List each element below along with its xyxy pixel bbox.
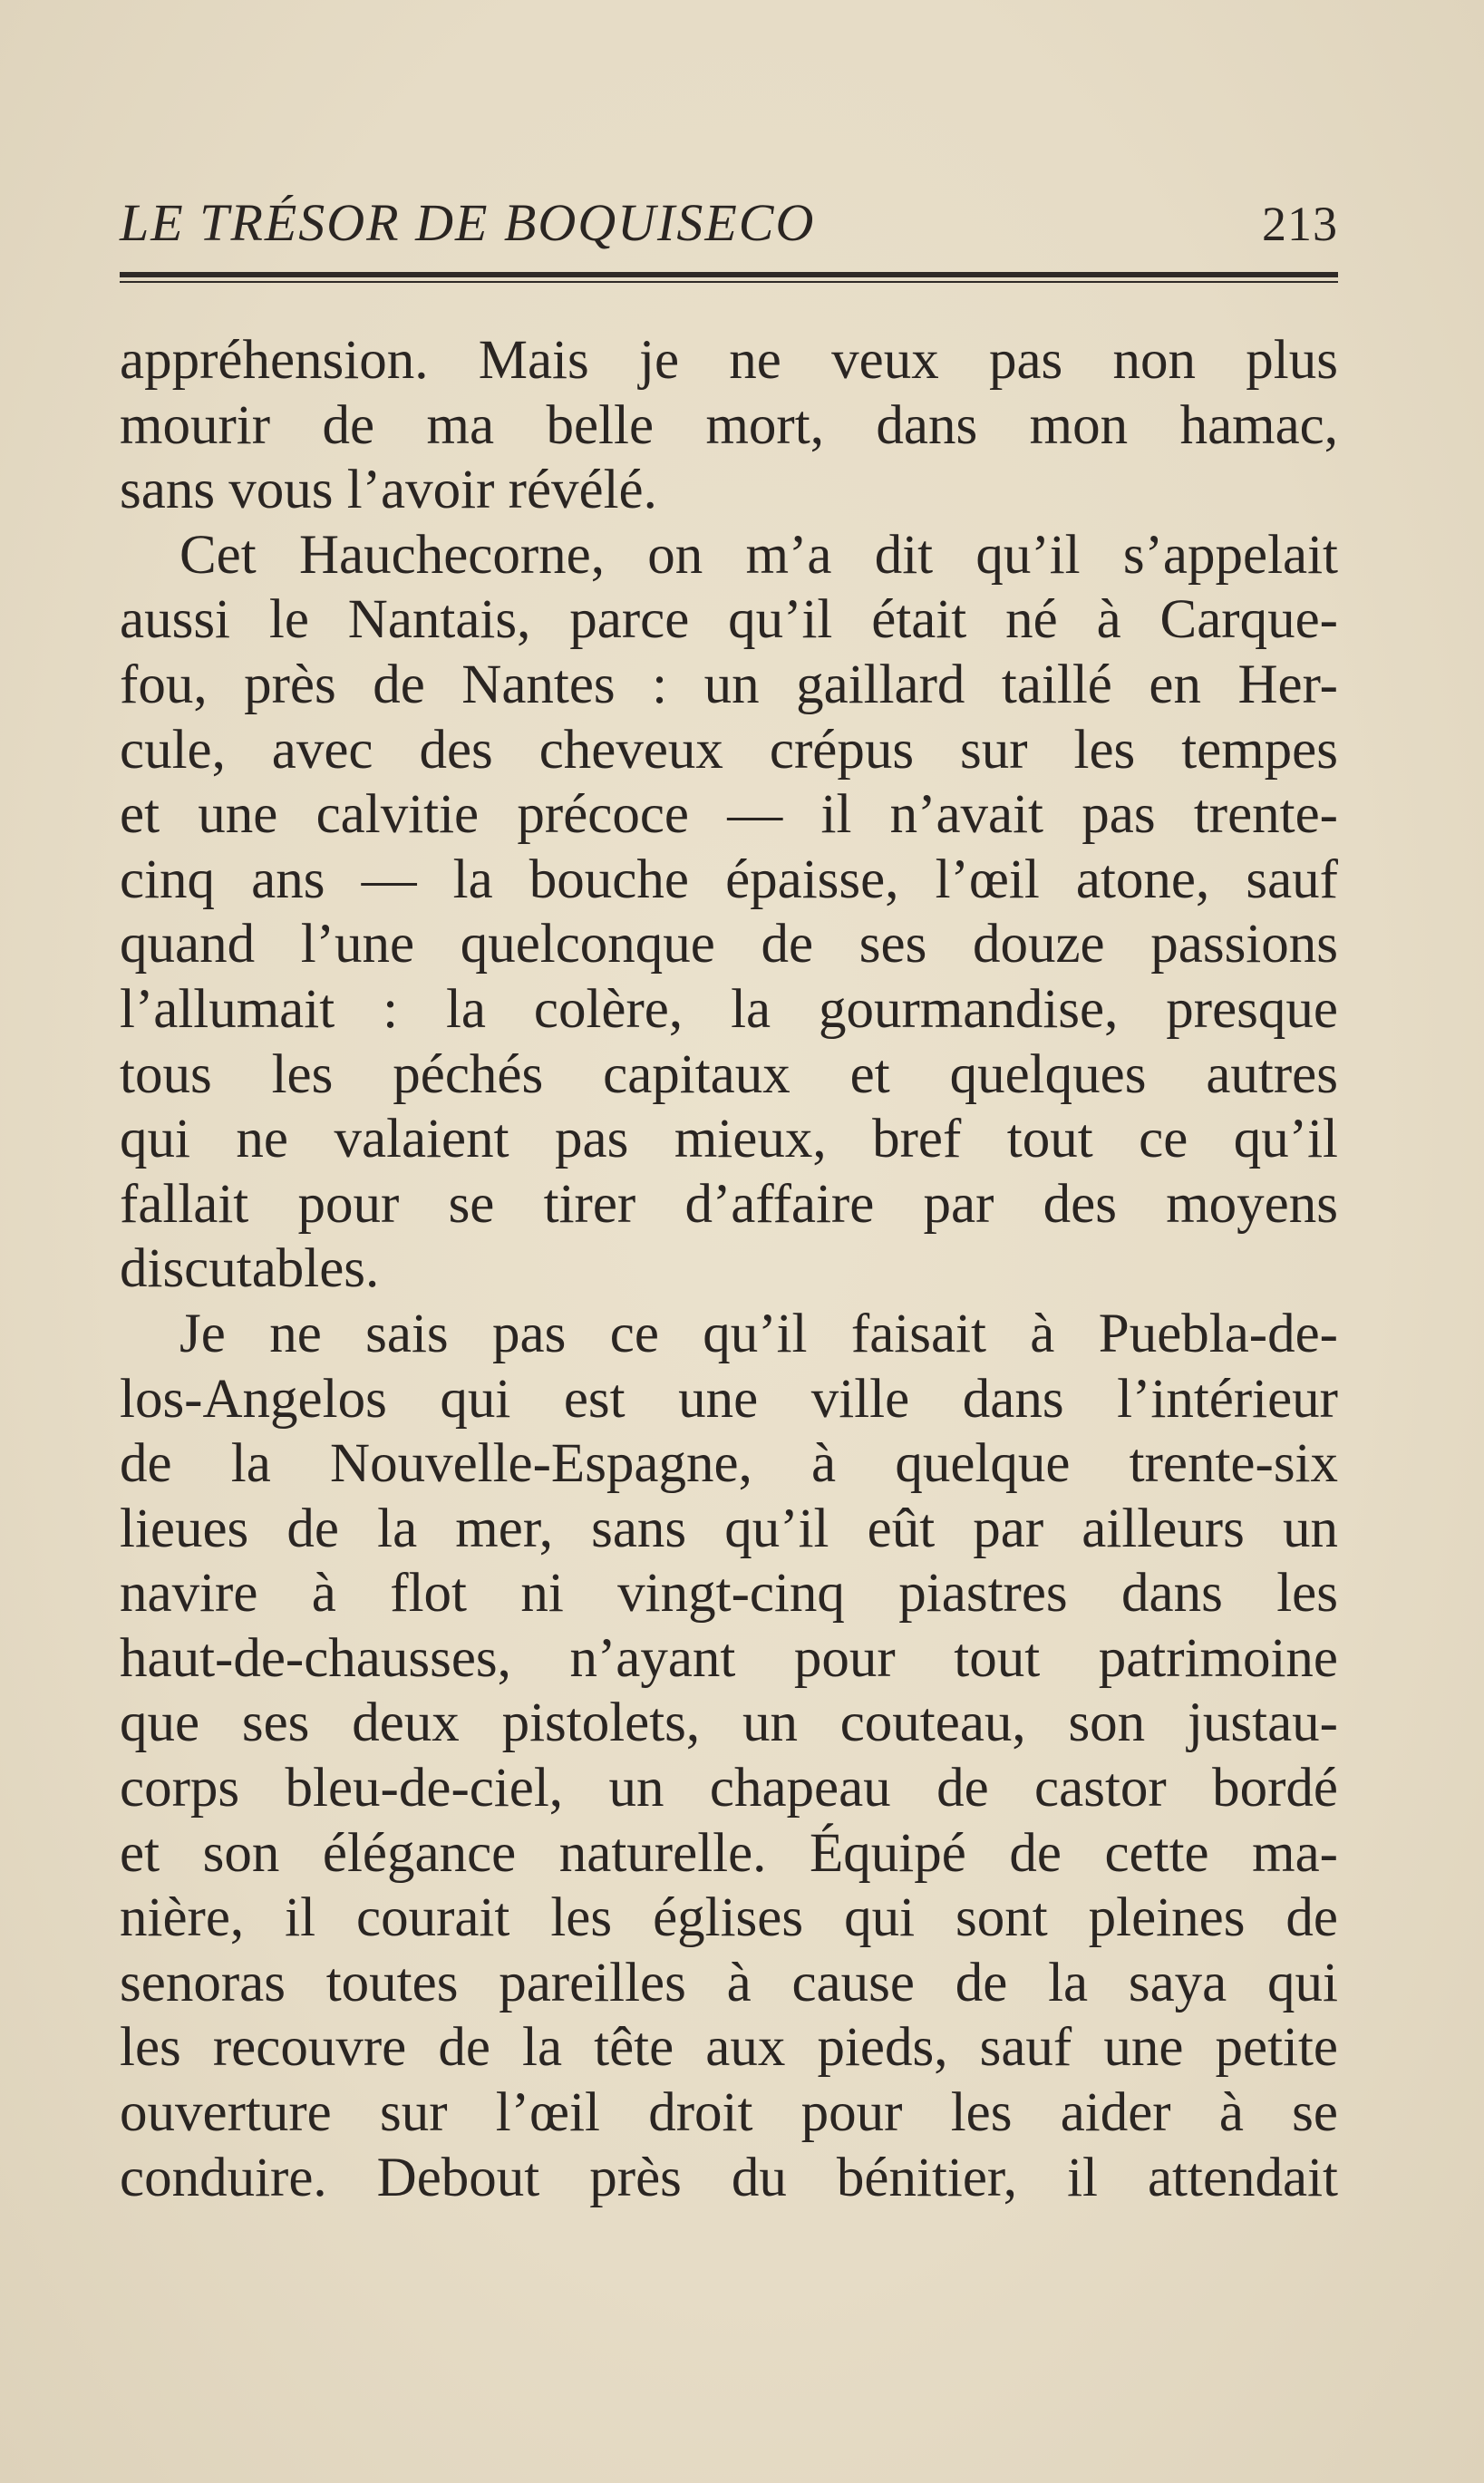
text-line: conduire. Debout près du bénitier, il attendait <box>120 2147 1338 2208</box>
body-text <box>120 328 1338 2210</box>
text-line: Je ne sais pas ce qu’il faisait à Puebla-de- <box>179 1303 1338 1364</box>
text-line: et une calvitie précoce — il n’avait pas trente- <box>120 784 1338 846</box>
text-line: cule, avec des cheveux crépus sur les tempes <box>120 719 1338 781</box>
page-number: 213 <box>1262 197 1338 251</box>
text-line: navire à flot ni vingt-cinq piastres dans les <box>120 1563 1338 1625</box>
text-line: appréhension. Mais je ne veux pas non plus <box>120 330 1338 391</box>
text-line: qui ne valaient pas mieux, bref tout ce qu’il <box>120 1109 1338 1170</box>
text-line: discutables. <box>120 1238 380 1300</box>
text-line: fou, près de Nantes : un gaillard taillé en Her- <box>120 654 1338 715</box>
header-rule-thick <box>120 272 1338 277</box>
text-line: cinq ans — la bouche épaisse, l’œil atone, sauf <box>120 849 1338 910</box>
text-line: ouverture sur l’œil droit pour les aider à se <box>120 2082 1338 2144</box>
text-line: los-Angelos qui est une ville dans l’intérieur <box>120 1368 1338 1430</box>
text-line: mourir de ma belle mort, dans mon hamac, <box>120 394 1338 456</box>
text-line: que ses deux pistolets, un couteau, son justau- <box>120 1693 1338 1754</box>
text-line: sans vous l’avoir révélé. <box>120 460 657 521</box>
text-line: senoras toutes pareilles à cause de la saya qui <box>120 1952 1338 2013</box>
text-line: les recouvre de la tête aux pieds, sauf une petite <box>120 2017 1338 2079</box>
text-line: nière, il courait les églises qui sont pleines de <box>120 1887 1338 1949</box>
text-line: quand l’une quelconque de ses douze passions <box>120 914 1338 975</box>
text-line: lieues de la mer, sans qu’il eût par ailleurs un <box>120 1498 1338 1559</box>
page-header <box>120 192 1338 256</box>
text-line: et son élégance naturelle. Équipé de cette ma- <box>120 1822 1338 1884</box>
text-line: l’allumait : la colère, la gourmandise, presque <box>120 978 1338 1040</box>
header-rule <box>120 272 1338 285</box>
text-line: aussi le Nantais, parce qu’il était né à Carque- <box>120 589 1338 651</box>
text-line: Cet Hauchecorne, on m’a dit qu’il s’appelait <box>179 524 1338 586</box>
text-line: haut-de-chausses, n’ayant pour tout patrimoine <box>120 1627 1338 1689</box>
text-line: corps bleu-de-ciel, un chapeau de castor bordé <box>120 1758 1338 1819</box>
text-line: de la Nouvelle-Espagne, à quelque trente-six <box>120 1433 1338 1495</box>
header-rule-thin <box>120 281 1338 283</box>
text-line: tous les péchés capitaux et quelques autres <box>120 1043 1338 1105</box>
running-title: LE TRÉSOR DE BOQUISECO <box>120 193 816 252</box>
text-line: fallait pour se tirer d’affaire par des moyens <box>120 1173 1338 1235</box>
